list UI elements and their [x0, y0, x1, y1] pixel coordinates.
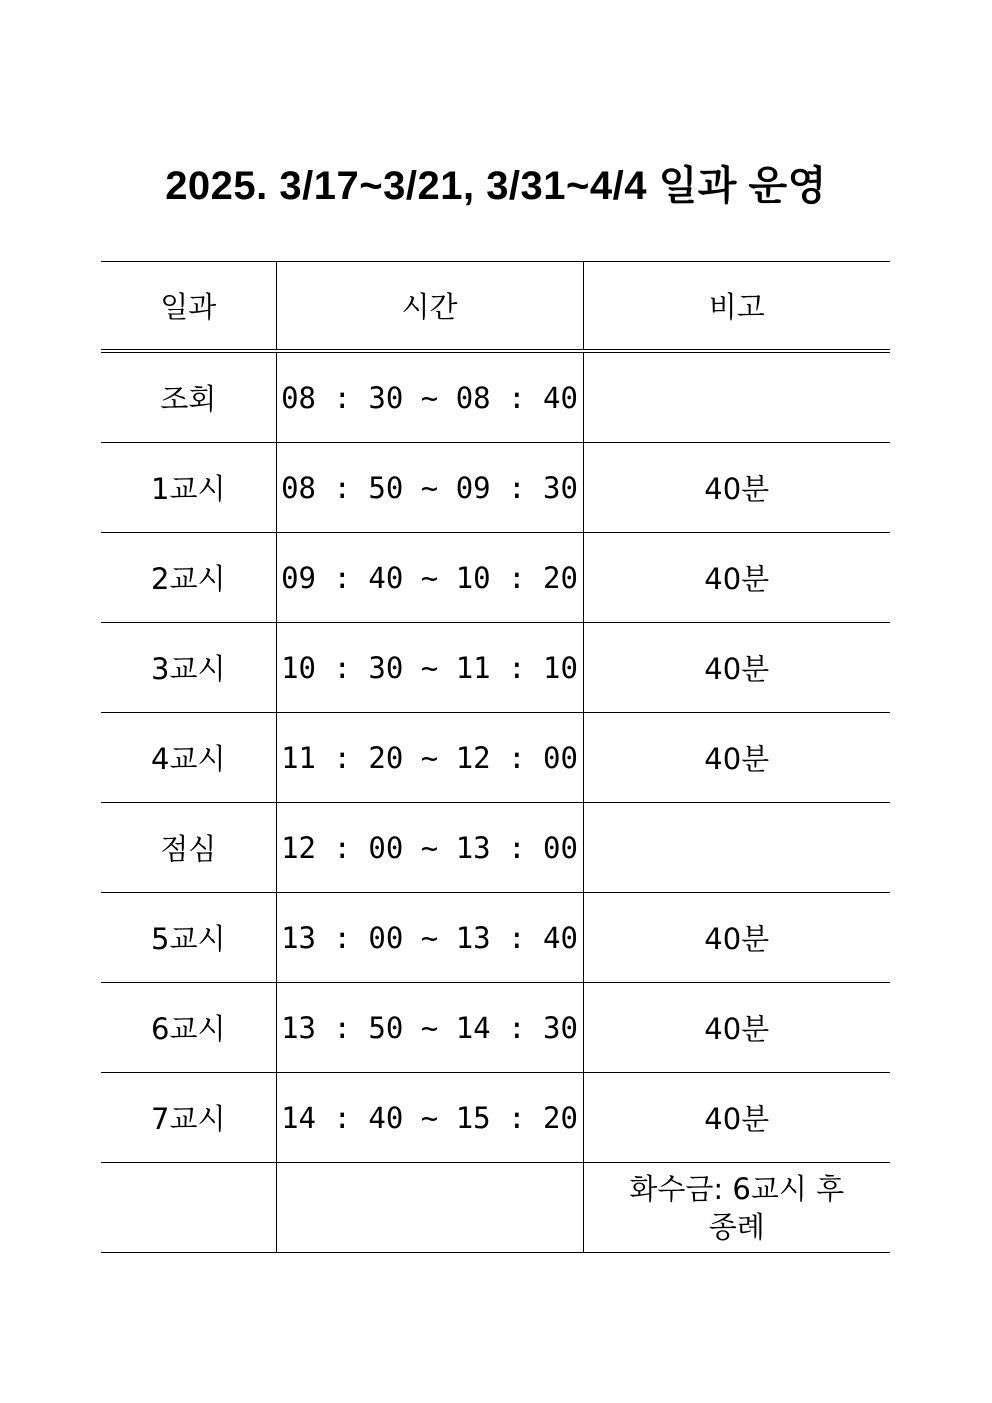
cell-period: 7교시	[101, 1073, 276, 1163]
table-body	[101, 351, 890, 1253]
note-line: 화수금: 6교시 후	[629, 1171, 845, 1206]
table-row	[101, 1073, 890, 1163]
cell-note: 40분	[583, 713, 890, 803]
cell-time: 13 : 50 ~ 14 : 30	[276, 983, 583, 1073]
cell-note: 40분	[583, 443, 890, 533]
table-row	[101, 351, 890, 443]
cell-time	[276, 1163, 583, 1253]
cell-time: 14 : 40 ~ 15 : 20	[276, 1073, 583, 1163]
note-line: 종례	[708, 1209, 765, 1244]
table-header	[101, 262, 890, 352]
cell-time: 10 : 30 ~ 11 : 10	[276, 623, 583, 713]
cell-note-multiline	[583, 1163, 890, 1253]
cell-period: 2교시	[101, 533, 276, 623]
header-note: 비고	[583, 262, 890, 352]
cell-note	[583, 803, 890, 893]
cell-period: 4교시	[101, 713, 276, 803]
cell-period: 1교시	[101, 443, 276, 533]
cell-time: 09 : 40 ~ 10 : 20	[276, 533, 583, 623]
page-title: 2025. 3/17~3/21, 3/31~4/4 일과 운영	[165, 164, 827, 208]
cell-note: 40분	[583, 1073, 890, 1163]
table-row	[101, 713, 890, 803]
table-row	[101, 983, 890, 1073]
cell-note	[583, 351, 890, 443]
table-row	[101, 533, 890, 623]
cell-note: 40분	[583, 893, 890, 983]
cell-period: 점심	[101, 803, 276, 893]
cell-period: 6교시	[101, 983, 276, 1073]
cell-note: 40분	[583, 533, 890, 623]
header-time: 시간	[276, 262, 583, 352]
table-row	[101, 893, 890, 983]
cell-time: 13 : 00 ~ 13 : 40	[276, 893, 583, 983]
table-row	[101, 623, 890, 713]
cell-note: 40분	[583, 983, 890, 1073]
cell-time: 12 : 00 ~ 13 : 00	[276, 803, 583, 893]
cell-period: 조회	[101, 351, 276, 443]
schedule-table	[101, 261, 890, 1253]
cell-time: 11 : 20 ~ 12 : 00	[276, 713, 583, 803]
header-row	[101, 262, 890, 352]
table-row	[101, 443, 890, 533]
table-row	[101, 1163, 890, 1253]
cell-note: 40분	[583, 623, 890, 713]
cell-time: 08 : 50 ~ 09 : 30	[276, 443, 583, 533]
cell-period: 5교시	[101, 893, 276, 983]
header-period: 일과	[101, 262, 276, 352]
cell-period: 3교시	[101, 623, 276, 713]
cell-period	[101, 1163, 276, 1253]
cell-time: 08 : 30 ~ 08 : 40	[276, 351, 583, 443]
table-row	[101, 803, 890, 893]
